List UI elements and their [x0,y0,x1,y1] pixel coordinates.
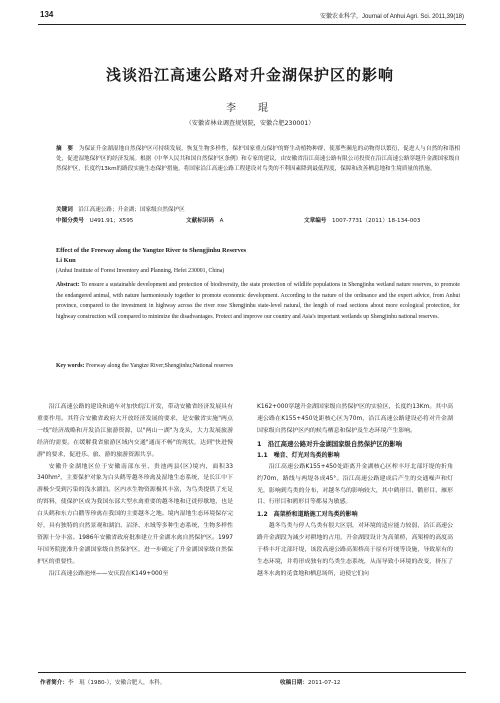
body-paragraph: K162+000穿越升金湖国家级自然保护区的实验区，长度约13Km。其中高速公路在K155+450处距核心区为70m，沿江高速公路建设必将对升金湖国家级自然保护区内的候鸟栖息和保护及生态环境产生影响。 [257,404,453,434]
chinese-keywords [56,205,460,215]
section-heading: 1 沿江高速公路对升金湖国家级自然保护区的影响 [257,439,403,448]
clc-label: 中图分类号 [56,218,84,224]
english-affiliation: (Anhui Institute of Forest Inventory and Planning, Hefei 230001, China) [56,268,225,274]
abstract-label: 摘 要 [56,146,74,152]
received-label: 收稿日期： [280,680,308,686]
body-paragraph: 沿江高速公路的建设和通车对加快皖江开发，带动安徽省经济发展具有重要作用。其符合安徽省政府大开放经济发展的要求，是安徽省实施"两点一线"经济战略和开发沿江旅游资源，以"两山一湖"为龙头，大力发展旅游经济的需要。在缓解我省旅游区域内交通"通而不畅"的现状，达到"快进慢游"的要求，促进乐、旅、游的旅游资源共享。 [37,404,233,458]
english-keywords [56,363,460,369]
author-bio-label: 作者简介： [40,680,68,686]
body-paragraph: 沿江高速公路K155+450处距离升金湖核心区榨丰圩北部圩堤的折角约70m，路线与两堤各成45°。沿江高速公路建成后产生的交通噪声和灯光，影响到鸟类的分布，对越冬鸟的影响较大，其中鹤形目、鹳形目、雁形目、行形目和鸥形目等都易为敏感。 [257,463,453,506]
author-bio: 李 琨（1980-），安徽合肥人，本科。 [67,680,166,686]
subsection-heading: 1.1 噪音、灯光对鸟类的影响 [257,451,340,459]
page-footer [40,678,464,688]
article-no-label: 文章编号 [304,218,327,224]
doc-code-value: A [219,218,224,224]
english-abstract-label: Abstract: [56,282,80,288]
journal-citation: 安徽农业科学，Journal of Anhui Agri. Sci. 2011,39(18) [320,14,464,20]
english-title: Effect of the Freeway along the Yangtze River to Shengjinhu Reserves [56,247,247,254]
subsection-heading: 1.2 高架桥和道路施工对鸟类的影响 [257,511,358,519]
english-keywords-label: Key words: [56,363,85,369]
running-head [40,8,464,22]
article-author: 李 琨 [226,103,274,114]
page-number: 134 [40,10,54,19]
english-abstract [56,280,460,322]
article-no-value: 1007-7731（2011）18-134-003 [332,218,421,224]
received-date: 2011-07-12 [307,680,341,686]
header-rule [38,24,466,25]
keywords-label: 关键词 [56,207,73,213]
english-keywords-text: Freeway along the Yangtze River;Shengjinhu;National reserves [85,363,234,369]
article-affiliation: （安徽省林业调查规划院，安徽合肥230001） [185,120,315,127]
chinese-abstract [56,144,460,174]
abstract-text: 为保证升金湖湿地自然保护区可持续发展，恢复生物多样性，保护国家重点保护的野生动植物种群，使那些濒危的动物得以繁衍，促进人与自然的和谐相处，促进湿地保护区的经济发展。根据《中华人民共和国自然保护区条例》和专家的建议，由安徽省沿江高速公路有限公司投资在沿江高速公路穿越升金湖国家级自然保护区，长度约13km的路段实施生态保护措施，将国家沿江高速公路工程建设对鸟类的不利因素降到最低程度，保障和改善栖息地和生境质量的措施。 [56,146,460,172]
doc-code-label: 文献标识码 [186,218,214,224]
english-abstract-text: To ensure a sustainable development and protection of biodiversity, the state protection of wildlife populations in Shengjinhu wetland nature reserves, to promote the endangered animal, with nature harmoniously together to promote economic development. According to the nature of the ordinance and the expert advice, from Anhui province, compared to the investment in highway across the river rose Shengjinhu state-level natural, the length of road sections about more ecological protection, for highway construction will compared to minimize the disadvantages. Protect and improve our country and Asia's important wetlands up Shengjinhu national reserves. [56,282,460,320]
footer-rule [38,672,466,673]
classification-row [56,216,460,226]
keywords-text: 沿江高速公路；升金湖；国家级自然保护区 [78,207,185,213]
english-author: Li Kun [56,257,76,264]
body-paragraph: 沿江高速公路池州——安庆段在K149+000至 [48,570,169,577]
article-title: 浅谈沿江高速公路对升金湖保护区的影响 [105,66,394,84]
body-paragraph: 安徽升金湖地区位于安徽南部东至、贵池两县(区)境内，面积33 340hm²，主要保护对象为白头鹤等越冬珍禽及湿地生态系统，是长江中下游极少受到污染的浅水湖泊。区内水生物资源极其丰富，为鸟类提供了充足的饵料，使保护区成为我国东部大型水禽重要的越冬地和迁徙停歇地，也是白头鹤和东方白鹳等珍禽在我国的主要越冬之地。境内湿地生态环境保存完好，具有独特的自然景观和湖泊、沼泽、水域等多种生态系统，生物多样性资源十分丰富。1986年安徽省政府批准建立升金湖水禽自然保护区。1997年国务院批准升金湖国家级自然保护区，进一步确定了升金湖国家级自然保护区的重要性。 [37,463,233,565]
body-paragraph: 越冬鸟类与停人鸟类有很大区别，对环境的适应能力较弱，沿江高速公路升金湖段为减少对耕地的占用，升金湖段设计为高架桥，高架桥的高度高于桥丰圩北部圩堤，该段高速公路高架桥高于原有圩埂等设施，导致原有的生态环境，并将形成独有的鸟类生态系统，从而导致小环境的改变，挤压了越冬水禽的觅食地和栖息场所，迫使它们向 [257,523,453,577]
clc-value: U491.91；X595 [89,218,134,224]
body-right-column [257,402,453,581]
body-left-column [37,402,233,581]
